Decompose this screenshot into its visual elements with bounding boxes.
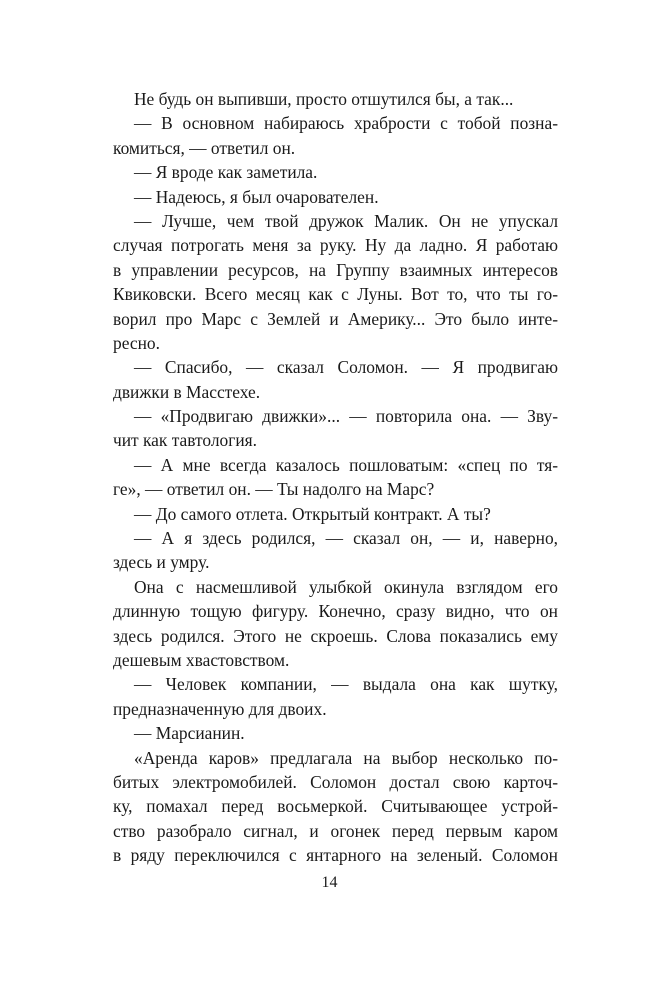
text-line: здесь и умру. — [113, 552, 210, 573]
text-line: — Надеюсь, я был очарователен. — [134, 186, 379, 207]
text-line: здесь родился. Этого не скроешь. Слова показались ему — [113, 625, 558, 646]
text-line: — Я вроде как заметила. — [134, 162, 318, 183]
text-line: — Человек компании, — выдала она как шутку, — [134, 674, 558, 695]
text-line: чит как тавтология. — [113, 430, 258, 451]
text-line: — Марсианин. — [134, 723, 245, 744]
page-number: 14 — [321, 874, 338, 891]
text-line: случая потрогать меня за руку. Ну да ладно. Я работаю — [113, 235, 558, 256]
text-line: движки в Масстехе. — [113, 381, 261, 402]
text-line: — В основном набираюсь храбрости с тобой позна- — [134, 113, 558, 134]
text-line: в ряду переключился с янтарного на зеленый. Соломон — [113, 845, 558, 866]
text-line: — А мне всегда казалось пошловатым: «спец по тя- — [134, 454, 558, 475]
text-line: предназначенную для двоих. — [113, 698, 327, 719]
text-line: дешевым хвастовством. — [113, 649, 290, 670]
text-line: ресно. — [113, 332, 160, 353]
body-text — [113, 87, 558, 868]
text-line: комиться, — ответил он. — [113, 137, 296, 158]
text-line: «Аренда каров» предлагала на выбор несколько по- — [134, 747, 558, 768]
text-line: — «Продвигаю движки»... — повторила она. — Зву- — [134, 406, 558, 427]
page-body — [113, 87, 558, 868]
text-line: Она с насмешливой улыбкой окинула взглядом его — [134, 576, 558, 597]
text-line: Квиковски. Всего месяц как с Луны. Вот то, что ты го- — [113, 284, 558, 305]
text-line: в управлении ресурсов, на Группу взаимных интересов — [113, 259, 558, 280]
text-line: — Спасибо, — сказал Соломон. — Я продвигаю — [134, 357, 558, 378]
text-line: Не будь он выпивши, просто отшутился бы, а так... — [134, 89, 514, 109]
text-line: — А я здесь родился, — сказал он, — и, наверно, — [134, 528, 558, 549]
text-line: ство разобрало сигнал, и огонек перед первым каром — [113, 820, 558, 841]
text-line: — До самого отлета. Открытый контракт. А ты? — [134, 503, 491, 524]
text-line: ку, помахал перед восьмеркой. Считывающее устрой- — [113, 796, 558, 817]
text-line: длинную тощую фигуру. Конечно, сразу видно, что он — [113, 601, 558, 622]
text-line: ворил про Марс с Землей и Америку... Это было инте- — [113, 308, 558, 329]
text-line: — Лучше, чем твой дружок Малик. Он не упускал — [134, 210, 558, 231]
text-line: ге», — ответил он. — Ты надолго на Марс? — [113, 479, 435, 500]
text-line: битых электромобилей. Соломон достал свою карточ- — [113, 771, 558, 792]
